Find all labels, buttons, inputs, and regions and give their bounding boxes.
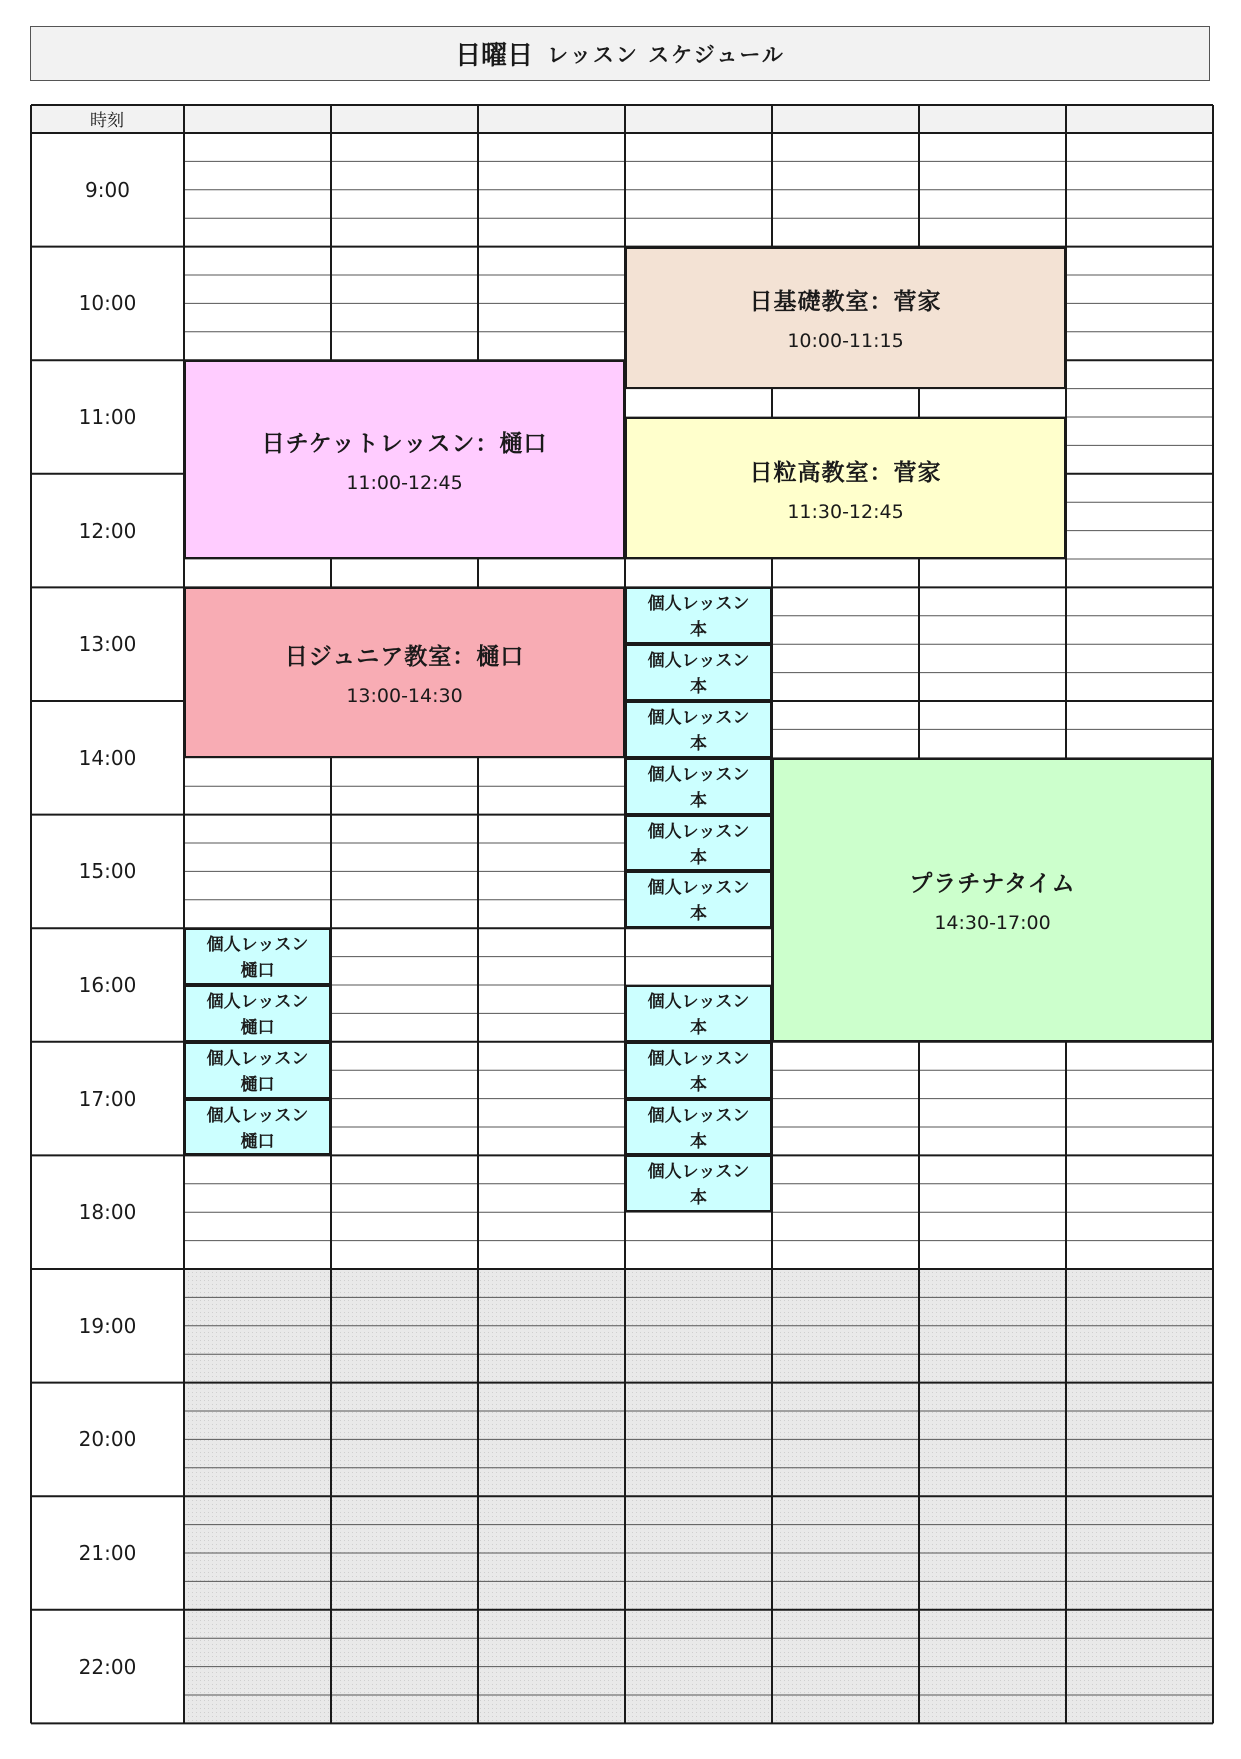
lesson-type: 個人レッスン xyxy=(647,764,750,785)
lesson-slot[interactable] xyxy=(184,928,331,985)
event-block-junior[interactable] xyxy=(184,587,625,757)
hour-label: 22:00 xyxy=(78,1654,137,1679)
lesson-slot[interactable] xyxy=(625,1155,772,1212)
lesson-slot[interactable] xyxy=(625,1099,772,1156)
lesson-instructor: 樋口 xyxy=(240,1018,275,1038)
lesson-instructor: 本 xyxy=(690,847,707,868)
lesson-slot[interactable] xyxy=(625,644,772,701)
lesson-type: 個人レッスン xyxy=(647,992,750,1012)
lesson-instructor: 本 xyxy=(690,904,707,925)
lesson-type: 個人レッスン xyxy=(647,878,750,899)
lesson-instructor: 本 xyxy=(690,1131,707,1152)
lesson-type: 個人レッスン xyxy=(647,821,750,842)
lesson-instructor: 本 xyxy=(690,677,707,698)
hour-label: 20:00 xyxy=(78,1427,137,1452)
lesson-instructor: 本 xyxy=(690,620,707,641)
lesson-slot[interactable] xyxy=(625,1042,772,1099)
hour-label: 13:00 xyxy=(78,632,137,657)
lesson-type: 個人レッスン xyxy=(647,1162,750,1183)
hour-label: 11:00 xyxy=(78,404,137,429)
hour-label: 9:00 xyxy=(85,177,130,202)
event-block-platinum[interactable] xyxy=(772,758,1213,1042)
lesson-instructor: 本 xyxy=(690,1188,707,1209)
event-block-kiso[interactable] xyxy=(625,247,1066,389)
header-row-bg xyxy=(31,105,1213,133)
lesson-instructor: 本 xyxy=(690,734,707,754)
hour-label: 17:00 xyxy=(78,1086,137,1111)
event-time: 11:00-12:45 xyxy=(346,472,463,495)
lesson-slot[interactable] xyxy=(625,815,772,872)
hour-label: 18:00 xyxy=(78,1200,137,1225)
event-name: 日粒高教室：菅家 xyxy=(749,459,942,486)
hour-label: 21:00 xyxy=(78,1540,137,1565)
lesson-instructor: 本 xyxy=(690,1018,707,1038)
lesson-slot[interactable] xyxy=(625,758,772,815)
lesson-type: 個人レッスン xyxy=(647,594,750,615)
event-time: 14:30-17:00 xyxy=(934,912,1051,935)
event-name: 日基礎教室：菅家 xyxy=(749,289,942,316)
event-block-ryuko[interactable] xyxy=(625,417,1066,559)
lesson-slot[interactable] xyxy=(625,985,772,1042)
lesson-slot[interactable] xyxy=(184,1099,331,1156)
hour-label: 15:00 xyxy=(78,859,137,884)
hour-label: 19:00 xyxy=(78,1313,137,1338)
title-day: 日曜日 xyxy=(455,41,534,71)
lesson-slot[interactable] xyxy=(184,985,331,1042)
event-name: 日ジュニア教室：樋口 xyxy=(284,644,525,671)
hour-label: 12:00 xyxy=(78,518,137,543)
lesson-slot[interactable] xyxy=(625,587,772,644)
event-time: 11:30-12:45 xyxy=(787,500,904,523)
hour-label: 10:00 xyxy=(78,291,137,316)
event-name: プラチナタイム xyxy=(909,871,1076,898)
lesson-instructor: 樋口 xyxy=(240,1131,275,1152)
lesson-instructor: 樋口 xyxy=(240,1074,275,1095)
hour-label: 14:00 xyxy=(78,745,137,770)
time-column-header: 時刻 xyxy=(90,110,124,131)
lesson-type: 個人レッスン xyxy=(206,1048,309,1069)
event-time: 10:00-11:15 xyxy=(787,330,904,353)
event-name: 日チケットレッスン：樋口 xyxy=(261,431,548,458)
lesson-slot[interactable] xyxy=(625,701,772,758)
lesson-slot[interactable] xyxy=(625,871,772,928)
lesson-instructor: 樋口 xyxy=(240,961,275,982)
lesson-type: 個人レッスン xyxy=(647,651,750,672)
lesson-type: 個人レッスン xyxy=(206,992,309,1012)
hour-label: 16:00 xyxy=(78,972,137,997)
lesson-instructor: 本 xyxy=(690,1074,707,1095)
lesson-instructor: 本 xyxy=(690,790,707,811)
event-time: 13:00-14:30 xyxy=(346,685,463,708)
event-block-ticket[interactable] xyxy=(184,360,625,559)
lesson-type: 個人レッスン xyxy=(206,935,309,956)
lesson-type: 個人レッスン xyxy=(647,708,750,728)
lesson-type: 個人レッスン xyxy=(647,1048,750,1069)
lesson-type: 個人レッスン xyxy=(206,1105,309,1126)
lesson-type: 個人レッスン xyxy=(647,1105,750,1126)
lesson-slot[interactable] xyxy=(184,1042,331,1099)
title-subtitle: レッスン スケジュール xyxy=(547,42,785,67)
